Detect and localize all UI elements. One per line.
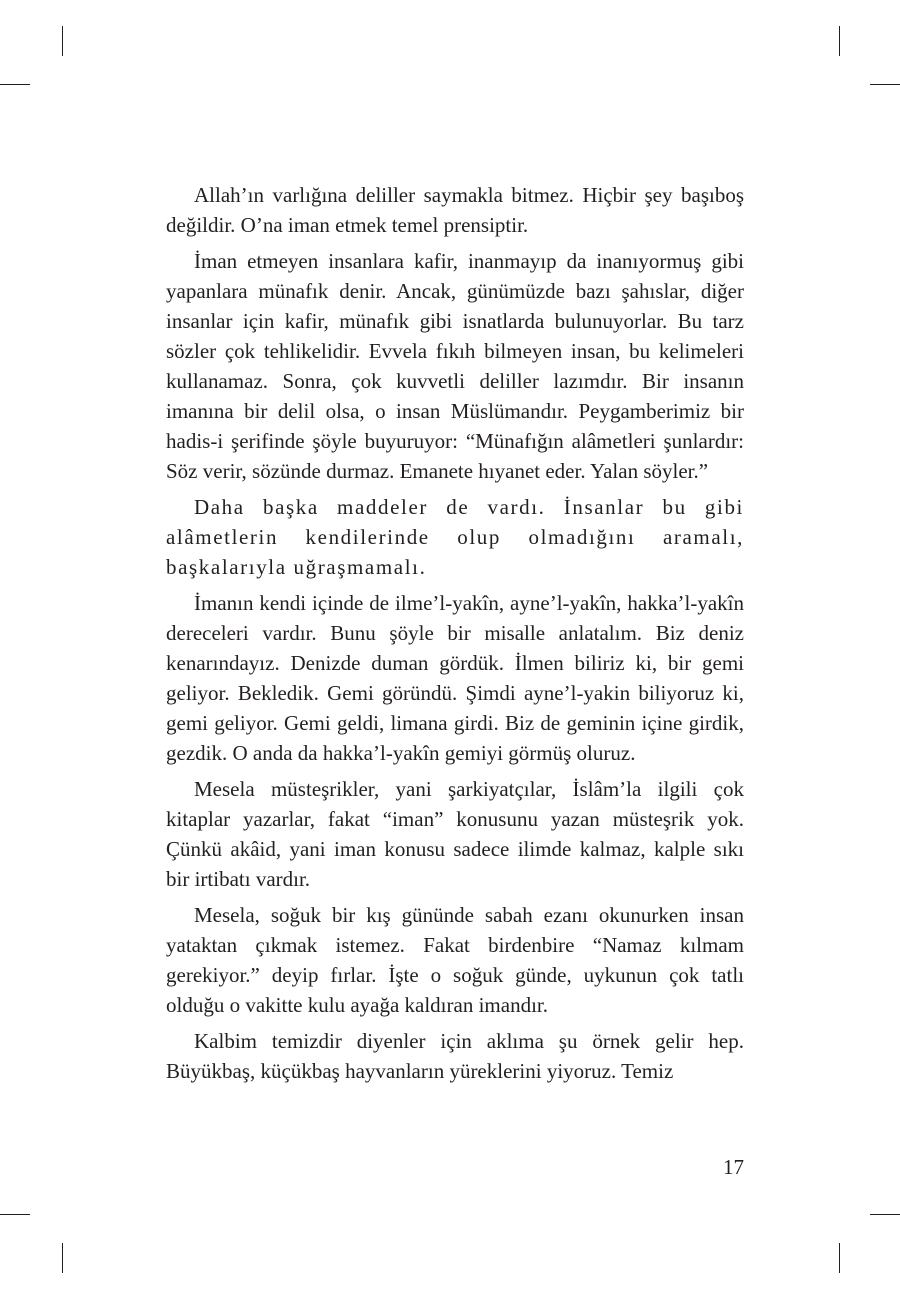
crop-mark-top-left-h <box>0 84 30 85</box>
paragraph-2: İman etmeyen insanlara kafir, inanmayıp da inanıyormuş gibi yapanlara münafık denir. Ancak, günümüzde bazı şahıslar, diğer insanlar için kafir, münafık gibi isnatlarda bulunuyorlar. Bu tarz sözler çok tehlikelidir. Evvela fıkıh bilmeyen insan, bu kelimeleri kullanamaz. Sonra, çok kuvvetli deliller lazımdır. Bir insanın imanına bir delil olsa, o insan Müslümandır. Peygamberimiz bir hadis-i şerifinde şöyle buyuruyor: “Münafığın alâmetleri şunlardır: Söz verir, sözünde durmaz. Emanete hıyanet eder. Yalan söyler.” <box>166 249 744 483</box>
crop-mark-bottom-right <box>839 1243 840 1273</box>
crop-mark-bottom-left-h <box>0 1214 30 1215</box>
paragraph-5: Mesela müsteşrikler, yani şarkiyatçılar, İslâm’la ilgili çok kitaplar yazarlar, fakat “iman” konusunu yazan müsteşrik yok. Çünkü akâid, yani iman konusu sadece ilimde kalmaz, kalple sıkı bir irtibatı vardır. <box>166 777 744 891</box>
crop-mark-bottom-left <box>62 1243 63 1273</box>
crop-mark-bottom-right-h <box>870 1214 900 1215</box>
crop-mark-top-right-h <box>870 84 900 85</box>
paragraph-7: Kalbim temizdir diyenler için aklıma şu örnek gelir hep. Büyükbaş, küçükbaş hayvanların yüreklerini yiyoruz. Temiz <box>166 1029 744 1083</box>
crop-mark-top-right <box>839 26 840 56</box>
paragraph-4: İmanın kendi içinde de ilme’l-yakîn, ayne’l-yakîn, hakka’l-yakîn dereceleri vardır. Bunu şöyle bir misalle anlatalım. Biz deniz kenarındayız. Denizde duman gördük. İlmen biliriz ki, bir gemi geliyor. Bekledik. Gemi göründü. Şimdi ayne’l-yakin biliyoruz ki, gemi geliyor. Gemi geldi, limana girdi. Biz de geminin içine girdik, gezdik. O anda da hakka’l-yakîn gemiyi görmüş oluruz. <box>166 591 744 765</box>
paragraph-6: Mesela, soğuk bir kış gününde sabah ezanı okunurken insan yataktan çıkmak istemez. Fakat birdenbire “Namaz kılmam gerekiyor.” deyip fırlar. İşte o soğuk günde, uykunun çok tatlı olduğu o vakitte kulu ayağa kaldıran imandır. <box>166 903 744 1017</box>
page-number: 17 <box>723 1155 744 1179</box>
page-body <box>166 180 744 1092</box>
crop-mark-top-left <box>62 26 63 56</box>
paragraph-3: Daha başka maddeler de vardı. İnsanlar bu gibi alâmetlerin kendilerinde olup olmadığını aramalı, başkalarıyla uğraşmamalı. <box>166 495 744 579</box>
paragraph-1: Allah’ın varlığına deliller saymakla bitmez. Hiçbir şey başıboş değildir. O’na iman etmek temel prensiptir. <box>166 183 744 237</box>
